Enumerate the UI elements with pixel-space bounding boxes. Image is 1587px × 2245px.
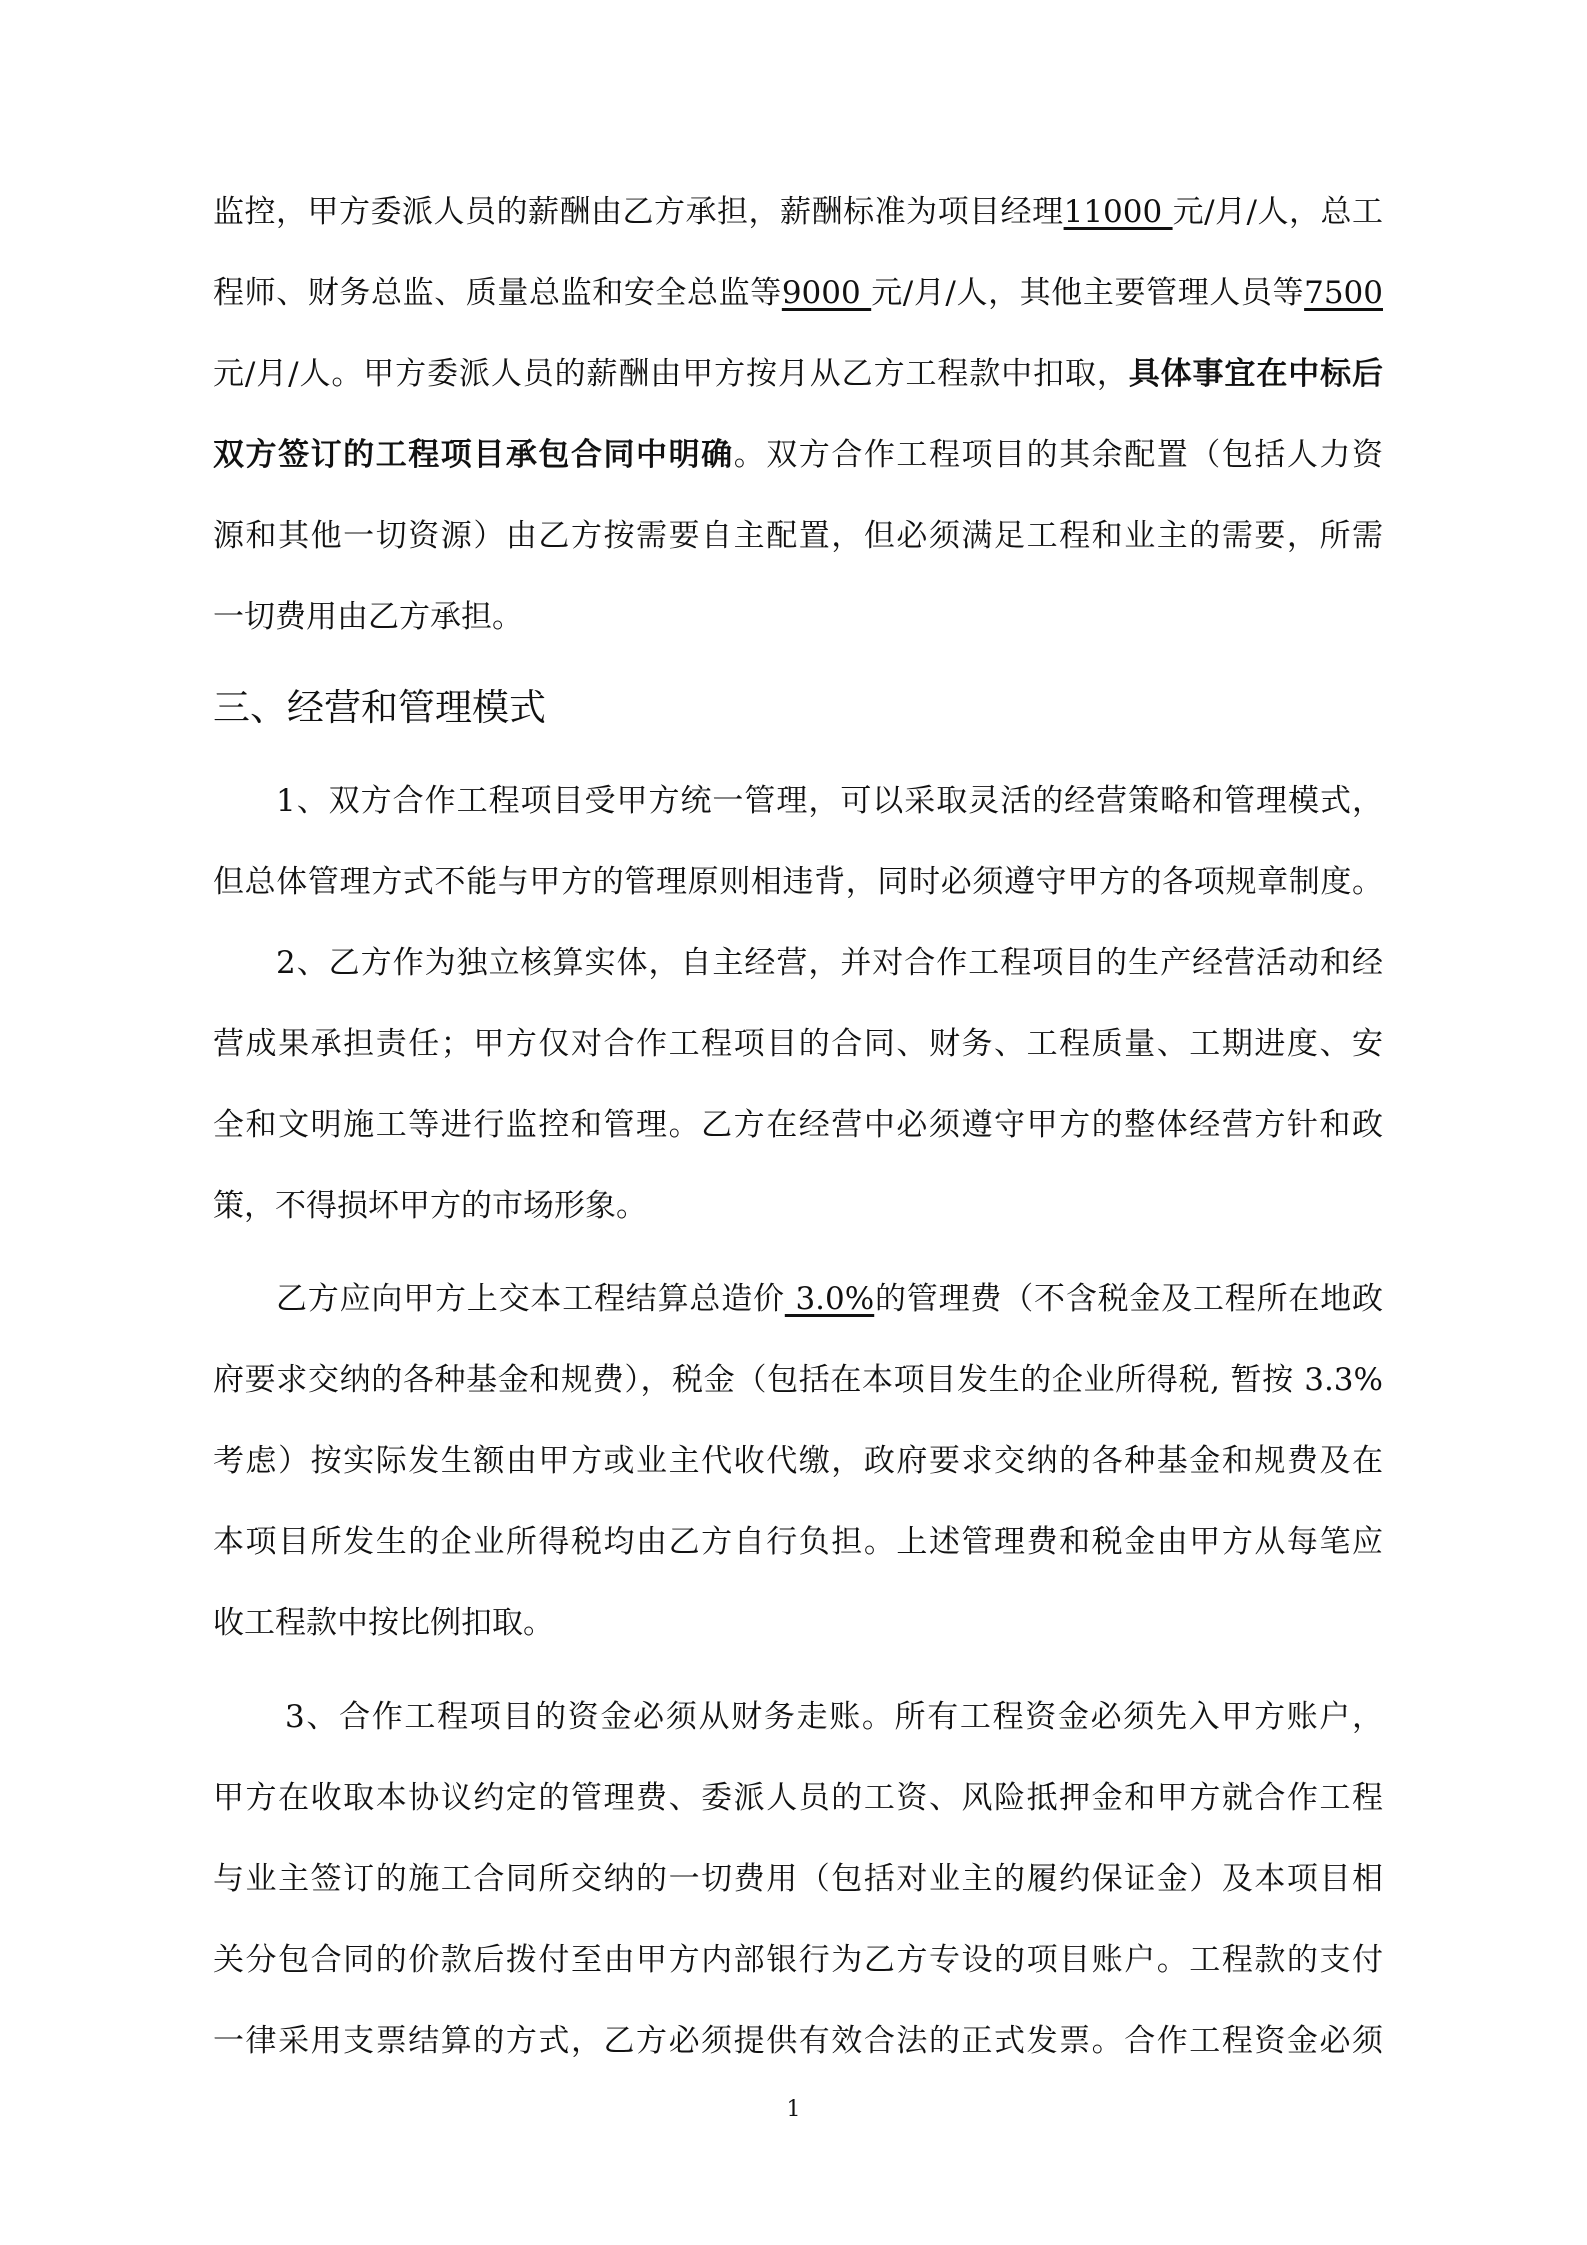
body-line: 双方签订的工程项目承包合同中明确。双方合作工程项目的其余配置（包括人力资: [213, 437, 1383, 473]
body-line: 全和文明施工等进行监控和管理。乙方在经营中必须遵守甲方的整体经营方针和政: [213, 1107, 1383, 1143]
body-line: 乙方应向甲方上交本工程结算总造价 3.0%的管理费（不含税金及工程所在地政: [276, 1281, 1383, 1317]
body-line: 一律采用支票结算的方式，乙方必须提供有效合法的正式发票。合作工程资金必须: [213, 2023, 1383, 2059]
section-heading: 三、经营和管理模式: [213, 686, 546, 729]
body-line: 甲方在收取本协议约定的管理费、委派人员的工资、风险抵押金和甲方就合作工程: [213, 1780, 1383, 1816]
body-line: 策，不得损坏甲方的市场形象。: [213, 1188, 647, 1224]
body-line: 程师、财务总监、质量总监和安全总监等9000 元/月/人，其他主要管理人员等7500: [213, 275, 1383, 311]
bold-clause: 双方签订的工程项目承包合同中明确: [213, 437, 734, 473]
bold-clause: 具体事宜在中标后: [1128, 356, 1383, 392]
body-line: 收工程款中按比例扣取。: [213, 1605, 554, 1641]
body-line: 2、乙方作为独立核算实体，自主经营，并对合作工程项目的生产经营活动和经: [276, 945, 1383, 981]
body-line: 一切费用由乙方承担。: [213, 599, 523, 635]
body-line: 府要求交纳的各种基金和规费），税金（包括在本项目发生的企业所得税, 暂按 3.3%: [213, 1362, 1383, 1398]
body-line: 关分包合同的价款后拨付至由甲方内部银行为乙方专设的项目账户。工程款的支付: [213, 1942, 1383, 1978]
body-line: 与业主签订的施工合同所交纳的一切费用（包括对业主的履约保证金）及本项目相: [213, 1861, 1383, 1897]
management-fee-rate: 3.0%: [784, 1281, 875, 1317]
page-number: 1: [786, 2097, 801, 2122]
body-line: 营成果承担责任；甲方仅对合作工程项目的合同、财务、工程质量、工期进度、安: [213, 1026, 1383, 1062]
body-line: 1、双方合作工程项目受甲方统一管理，可以采取灵活的经营策略和管理模式，: [276, 783, 1383, 819]
salary-other-staff: 7500: [1304, 275, 1383, 311]
body-line: 源和其他一切资源）由乙方按需要自主配置，但必须满足工程和业主的需要，所需: [213, 518, 1383, 554]
body-line: 但总体管理方式不能与甲方的管理原则相违背，同时必须遵守甲方的各项规章制度。: [213, 864, 1383, 900]
body-line: 监控，甲方委派人员的薪酬由乙方承担，薪酬标准为项目经理11000 元/月/人，总工: [213, 194, 1383, 230]
body-line: 元/月/人。甲方委派人员的薪酬由甲方按月从乙方工程款中扣取，具体事宜在中标后: [213, 356, 1383, 392]
body-line: 本项目所发生的企业所得税均由乙方自行负担。上述管理费和税金由甲方从每笔应: [213, 1524, 1383, 1560]
salary-project-manager: 11000: [1063, 194, 1173, 230]
body-line: 3、合作工程项目的资金必须从财务走账。所有工程资金必须先入甲方账户，: [285, 1699, 1383, 1735]
body-line: 考虑）按实际发生额由甲方或业主代收代缴，政府要求交纳的各种基金和规费及在: [213, 1443, 1383, 1479]
salary-chief-staff: 9000: [781, 275, 872, 311]
